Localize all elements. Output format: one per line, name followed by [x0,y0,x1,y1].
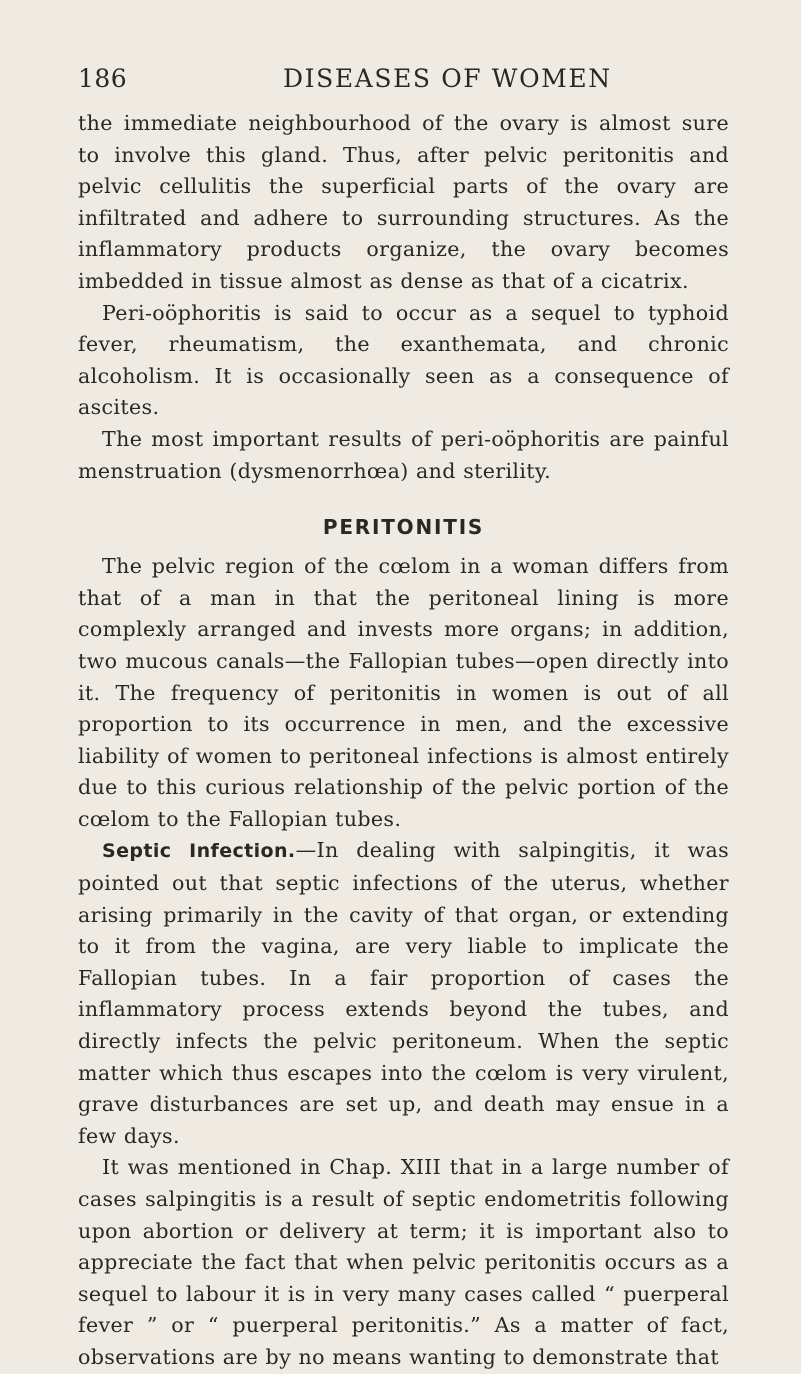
paragraph-continuation: the immediate neighbourhood of the ovary is almost sure to involve this gland. Thus, after pelvic peritonitis and pelvic cellulitis the superficial parts of the ovary are infiltrated and adhere to surrounding structures. As the inflammatory products organize, the ovary becomes imbedded in tissue almost as dense as that of a cicatrix. [78,111,729,293]
page-number: 186 [78,64,128,93]
run-in-heading: Septic Infection. [102,840,296,863]
running-head: DISEASES OF WOMEN [283,64,612,93]
paragraph-septic-infection [78,835,729,1152]
paragraph-puerperal: It was mentioned in Chap. XIII that in a large number of cases salpingitis is a result of septic endometritis following upon abortion or delivery at term; it is important also to appreciate the fact that when pelvic peritonitis occurs as a sequel to labour it is in very many cases called “ puerperal fever ” or “ puerperal peritonitis.” As a matter of fact, observations are by no means wanting to demonstrate that [78,1155,729,1369]
paragraph-pelvic-coelom: The pelvic region of the cœlom in a woman differs from that of a man in that the peritoneal lining is more complexly arranged and invests more organs; in addition, two mucous canals—the Fallopian tubes—open directly into it. The frequency of peritonitis in women is out of all proportion to its occurrence in men, and the excessive liability of women to peritoneal infections is almost entirely due to this curious relationship of the pelvic portion of the cœlom to the Fallopian tubes. [78,554,729,831]
paragraph-peri-oophoritis-results: The most important results of peri-oöphoritis are painful menstruation (dysmenorrhœa) and sterility. [78,426,729,483]
paragraph-peri-oophoritis-causes: Peri-oöphoritis is said to occur as a sequel to typhoid fever, rheumatism, the exanthemata, and chronic alcoholism. It is occasionally seen as a consequence of ascites. [78,300,729,420]
section-heading: PERITONITIS [322,515,485,540]
paragraph-septic-infection-text: —In dealing with salpingitis, it was pointed out that septic infections of the uterus, whether arising primarily in the cavity of that organ, or extending to it from the vagina, are very liable to implicate the Fallopian tubes. In a fair proportion of cases the inflammatory process extends beyond the tubes, and directly infects the pelvic peritoneum. When the septic matter which thus escapes into the cœlom is very virulent, grave disturbances are set up, and death may ensue in a few days. [78,838,729,1148]
page-header [78,64,728,104]
body-text [78,108,729,1374]
